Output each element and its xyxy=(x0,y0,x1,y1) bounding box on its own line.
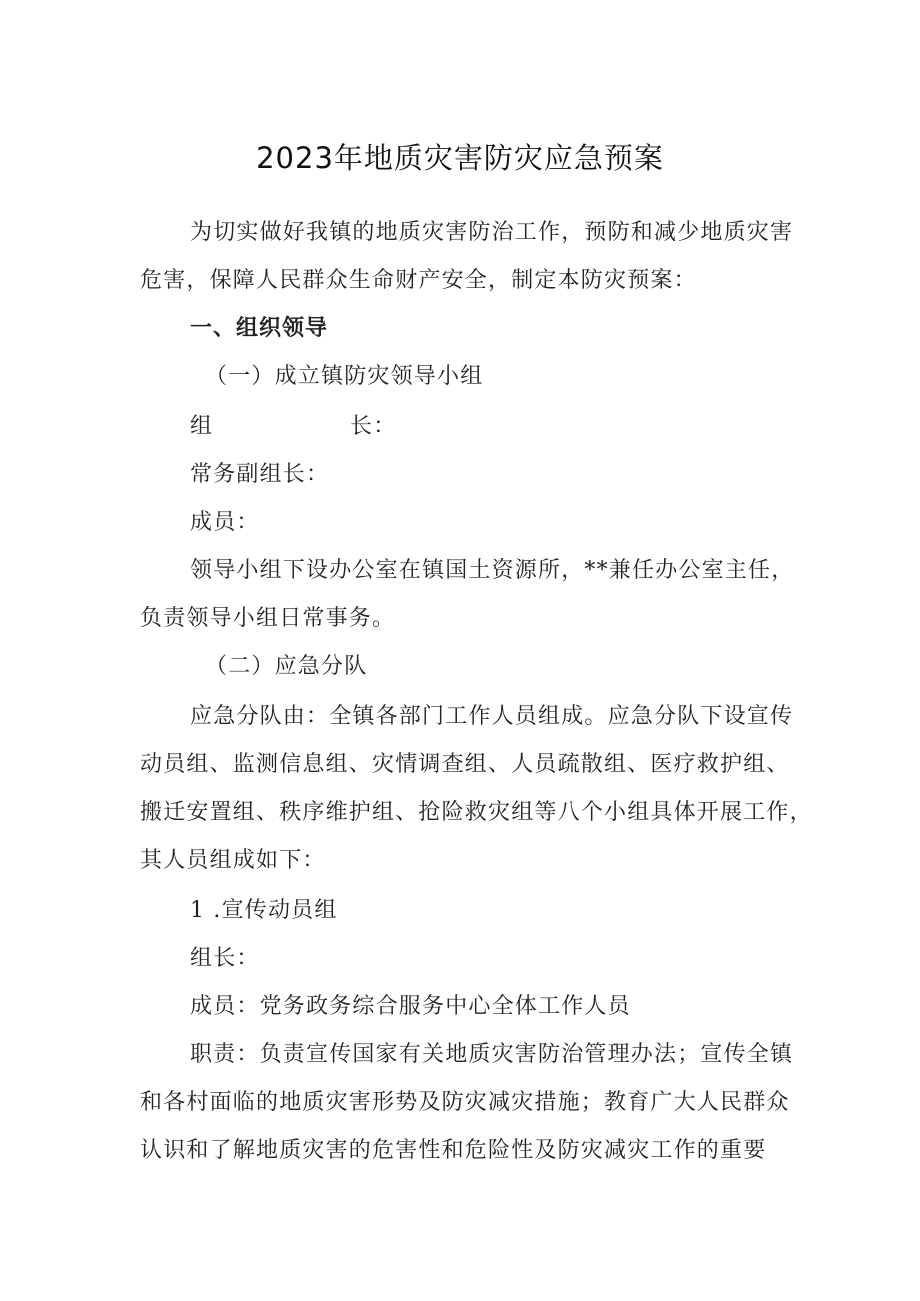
subsection-heading: （一）成立镇防灾领导小组 xyxy=(205,364,484,389)
paragraph-line: 动员组、监测信息组、灾情调查组、人员疏散组、医疗救护组、 xyxy=(140,752,790,777)
leader-label-part1: 组 xyxy=(190,414,214,439)
paragraph-line: 为切实做好我镇的地质灾害防治工作，预防和减少地质灾害 xyxy=(190,220,794,245)
paragraph-line: 搬迁安置组、秩序维护组、抢险救灾组等八个小组具体开展工作， xyxy=(140,800,813,825)
members-label: 成员： xyxy=(190,510,260,535)
paragraph-line: 认识和了解地质灾害的危害性和危险性及防灾减灾工作的重要 xyxy=(140,1138,767,1163)
deputy-leader-label: 常务副组长： xyxy=(190,462,330,487)
paragraph-line: 其人员组成如下： xyxy=(140,848,326,873)
paragraph-line: 应急分队由：全镇各部门工作人员组成。应急分队下设宣传 xyxy=(190,704,794,729)
leader-label-part2: 长： xyxy=(350,414,397,439)
subsection-heading: （二）应急分队 xyxy=(205,654,368,679)
group-leader-label: 组长： xyxy=(190,946,260,971)
paragraph-line: 危害，保障人民群众生命财产安全，制定本防灾预案： xyxy=(140,268,697,293)
section-heading: 一、组织领导 xyxy=(190,316,329,341)
group-members-line: 成员：党务政务综合服务中心全体工作人员 xyxy=(190,994,631,1019)
group-heading: 1 .宣传动员组 xyxy=(190,898,338,923)
paragraph-line: 和各村面临的地质灾害形势及防灾减灾措施；教育广大人民群众 xyxy=(140,1090,790,1115)
paragraph-line: 负责领导小组日常事务。 xyxy=(140,606,396,631)
paragraph-line: 职责：负责宣传国家有关地质灾害防治管理办法；宣传全镇 xyxy=(190,1042,794,1067)
document-title: 2023年地质灾害防灾应急预案 xyxy=(256,141,664,175)
paragraph-line: 领导小组下设办公室在镇国土资源所，**兼任办公室主任， xyxy=(190,558,795,583)
